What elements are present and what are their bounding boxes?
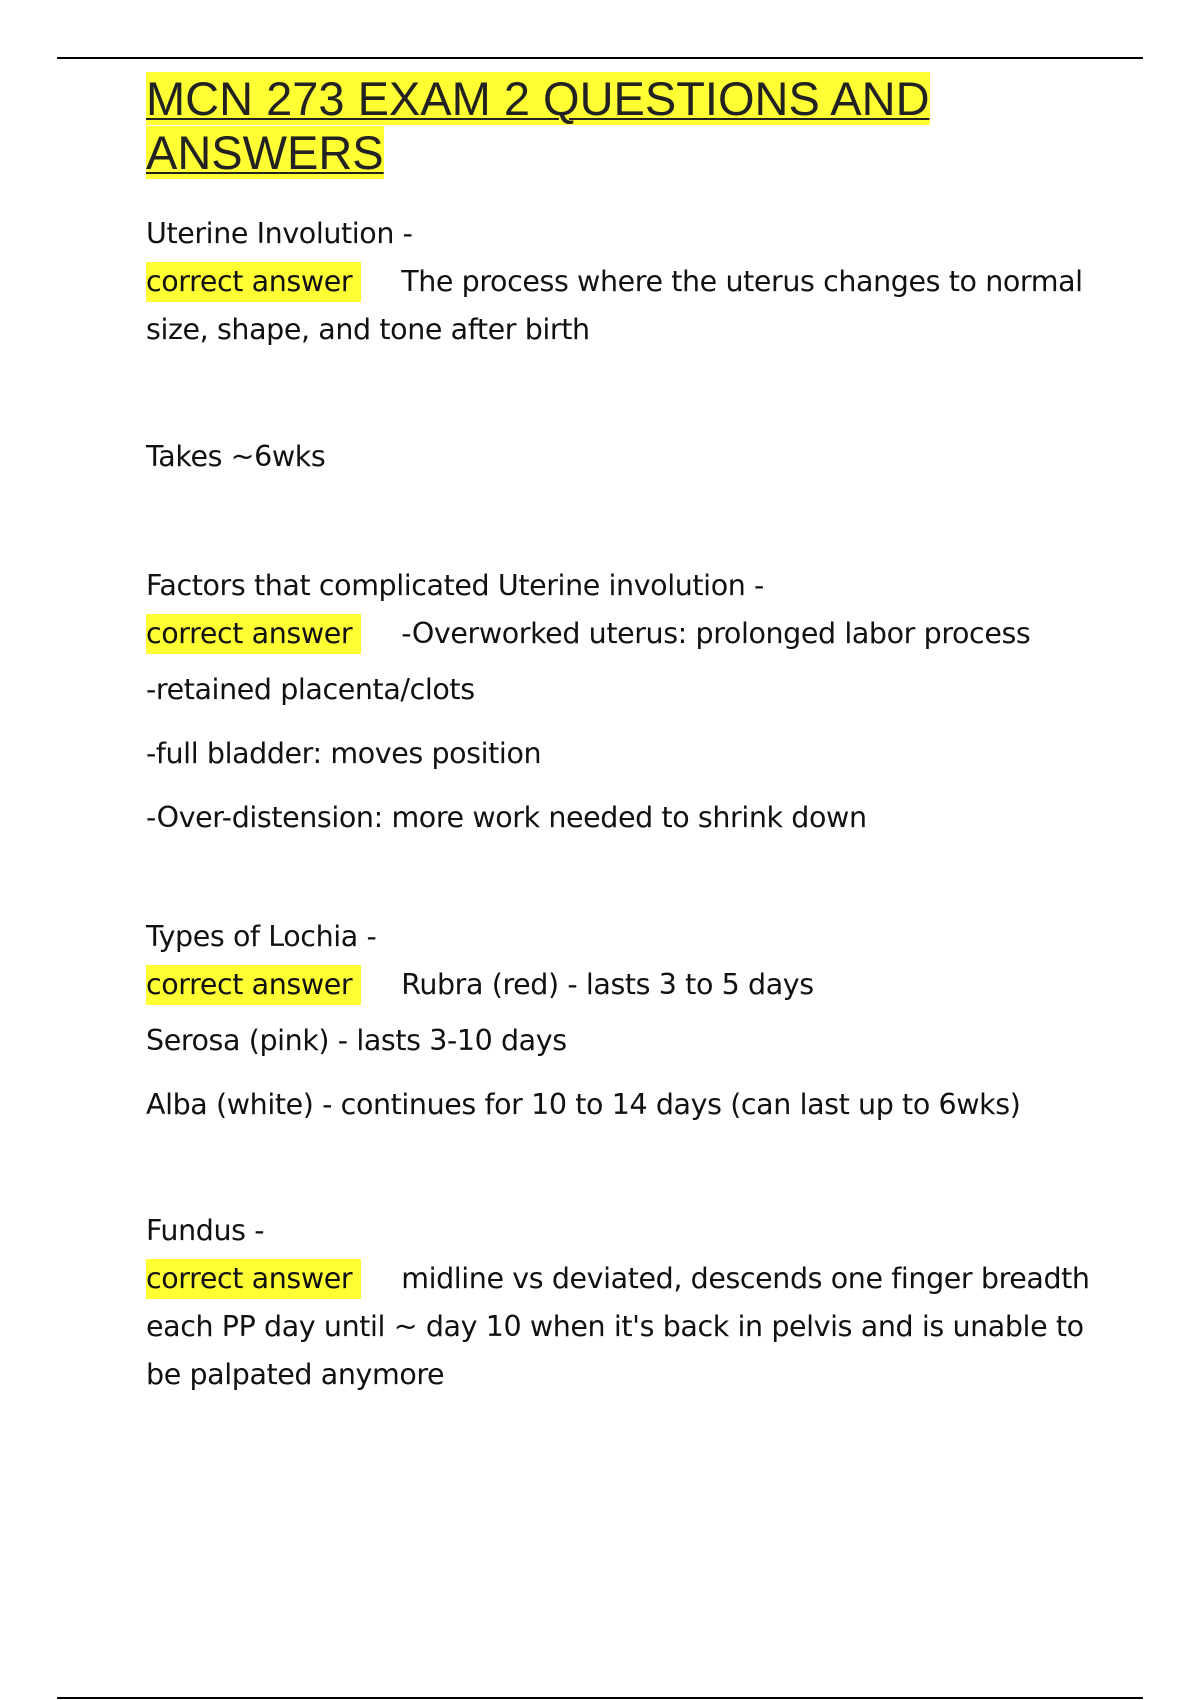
qa-item-3 xyxy=(146,913,1106,1137)
answer-text: -Overworked uterus: prolonged labor process xyxy=(401,617,1031,650)
question-text: Factors that complicated Uterine involution - xyxy=(146,569,764,602)
extra-note: -Over-distension: more work needed to shrink down xyxy=(146,801,867,834)
answer-text: Rubra (red) - lasts 3 to 5 days xyxy=(401,968,814,1001)
top-rule xyxy=(57,57,1143,59)
bottom-rule xyxy=(57,1697,1143,1699)
extra-note: Takes ~6wks xyxy=(146,440,326,473)
answer-line xyxy=(146,1255,1106,1399)
qa-item-1 xyxy=(146,210,1106,481)
qa-item-4 xyxy=(146,1207,1106,1399)
answer-text: The process where the uterus changes to normal size, shape, and tone after birth xyxy=(146,265,1083,346)
document-title xyxy=(146,72,1106,180)
question-text: Types of Lochia - xyxy=(146,920,377,953)
correct-answer-label: correct answer xyxy=(146,965,361,1005)
answer-text: midline vs deviated, descends one finger breadth each PP day until ~ day 10 when it's back in pelvis and is unable to be palpated anymore xyxy=(146,1262,1090,1391)
correct-answer-label: correct answer xyxy=(146,614,361,654)
extra-note: -retained placenta/clots xyxy=(146,673,475,706)
question-text: Uterine Involution - xyxy=(146,217,413,250)
extra-note: -full bladder: moves position xyxy=(146,737,542,770)
extra-note: Alba (white) - continues for 10 to 14 days (can last up to 6wks) xyxy=(146,1088,1021,1121)
qa-item-2 xyxy=(146,562,1106,850)
answer-line xyxy=(146,961,1106,1009)
answer-line xyxy=(146,610,1106,658)
question-text: Fundus - xyxy=(146,1214,265,1247)
extra-note: Serosa (pink) - lasts 3-10 days xyxy=(146,1024,567,1057)
title-highlight: MCN 273 EXAM 2 QUESTIONS AND ANSWERS xyxy=(146,72,930,179)
correct-answer-label: correct answer xyxy=(146,1259,361,1299)
correct-answer-label: correct answer xyxy=(146,262,361,302)
document-body xyxy=(146,72,1106,1399)
answer-line xyxy=(146,258,1106,354)
